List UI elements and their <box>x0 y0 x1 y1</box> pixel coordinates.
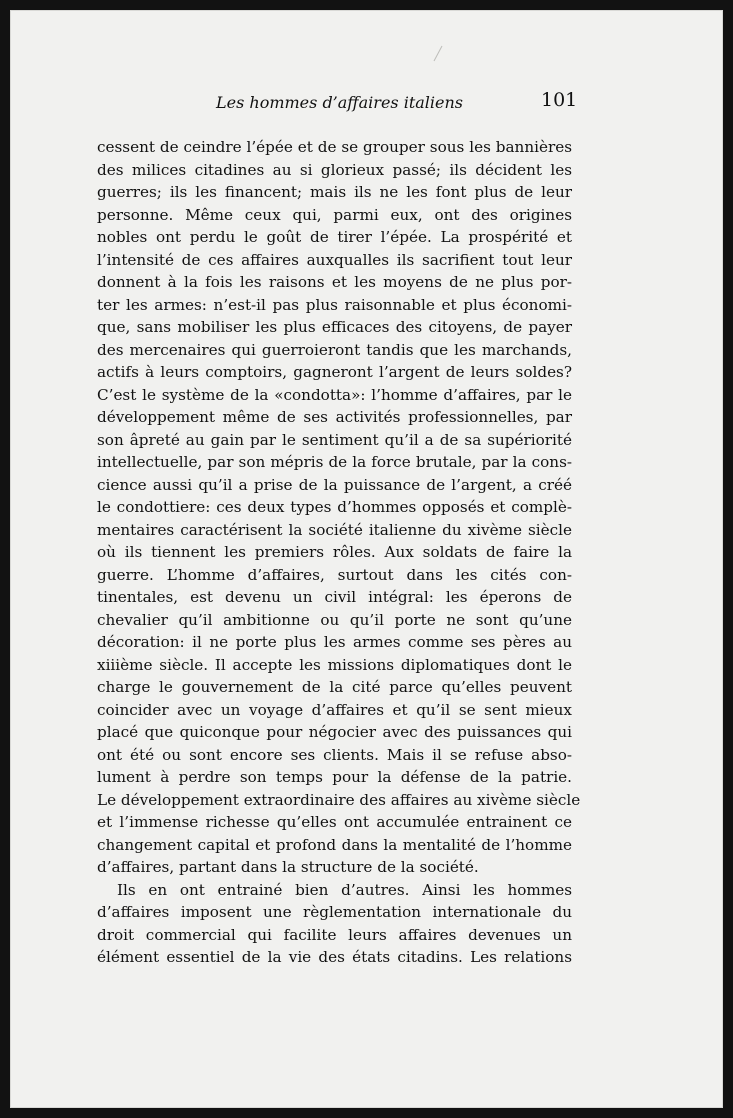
text-line: guerres; ils les financent; mais ils ne les font plus de leur <box>97 183 572 201</box>
text-line: placé que quiconque pour négocier avec des puissances qui <box>97 723 572 741</box>
text-line: élément essentiel de la vie des états citadins. Les relations <box>97 948 572 966</box>
text-line: mentaires caractérisent la société italienne du xivème siècle <box>97 520 572 539</box>
text-line: changement capital et profond dans la mentalité de l’homme <box>97 835 572 854</box>
page-header <box>11 89 722 119</box>
text-line: droit commercial qui facilite leurs affaires devenues un <box>97 925 572 944</box>
book-page <box>10 10 723 1108</box>
text-line: des mercenaires qui guerroieront tandis que les marchands, <box>97 340 572 359</box>
text-line: intellectuelle, par son mépris de la force brutale, par la cons- <box>97 453 572 471</box>
page-number: 101 <box>541 89 578 111</box>
running-head: Les hommes d’affaires italiens <box>216 93 464 112</box>
text-line: ter les armes: n’est-il pas plus raisonnable et plus économi- <box>97 295 572 314</box>
text-line: le condottiere: ces deux types d’hommes opposés et complè- <box>97 498 572 516</box>
text-line: développement même de ses activités professionnelles, par <box>97 408 572 426</box>
text-line: des milices citadines au si glorieux passé; ils décident les <box>97 160 572 179</box>
text-line: où ils tiennent les premiers rôles. Aux soldats de faire la <box>97 543 572 561</box>
text-line: que, sans mobiliser les plus efficaces des citoyens, de payer <box>97 318 572 336</box>
text-line: charge le gouvernement de la cité parce qu’elles peuvent <box>97 678 572 696</box>
text-line: cessent de ceindre l’épée et de se grouper sous les bannières <box>97 138 572 156</box>
text-line: lument à perdre son temps pour la défense de la patrie. <box>97 768 572 786</box>
text-line: tinentales, est devenu un civil intégral: les éperons de <box>97 588 572 606</box>
text-line: son âpreté au gain par le sentiment qu’il a de sa supériorité <box>97 430 572 449</box>
text-line: nobles ont perdu le goût de tirer l’épée. La prospérité et <box>97 228 572 246</box>
text-line: décoration: il ne porte plus les armes comme ses pères au <box>97 633 572 651</box>
text-line: l’intensité de ces affaires auxqualles ils sacrifient tout leur <box>97 250 572 269</box>
text-line: cience aussi qu’il a prise de la puissance de l’argent, a créé <box>97 475 572 494</box>
text-line: Ils en ont entrainé bien d’autres. Ainsi les hommes <box>117 880 572 899</box>
text-line: personne. Même ceux qui, parmi eux, ont des origines <box>97 205 572 224</box>
text-line: et l’immense richesse qu’elles ont accumulée entrainent ce <box>97 813 572 831</box>
text-line: xiiième siècle. Il accepte les missions diplomatiques dont le <box>97 655 572 674</box>
body-text <box>97 136 581 969</box>
text-line: chevalier qu’il ambitionne ou qu’il porte ne sont qu’une <box>97 610 572 629</box>
text-line: coincider avec un voyage d’affaires et qu’il se sent mieux <box>97 700 572 719</box>
text-line: d’affaires, partant dans la structure de la société. <box>97 858 479 876</box>
text-line: ont été ou sont encore ses clients. Mais il se refuse abso- <box>97 745 572 764</box>
text-line: actifs à leurs comptoirs, gagneront l’argent de leurs soldes? <box>97 363 572 381</box>
text-line: donnent à la fois les raisons et les moyens de ne plus por- <box>97 273 572 291</box>
text-line: d’affaires imposent une règlementation internationale du <box>97 903 572 921</box>
text-line: guerre. L’homme d’affaires, surtout dans les cités con- <box>97 565 572 584</box>
pencil-mark-icon <box>431 43 445 65</box>
text-line: Le développement extraordinaire des affaires au xivème siècle <box>97 790 581 809</box>
text-line: C’est le système de la «condotta»: l’homme d’affaires, par le <box>97 385 572 404</box>
